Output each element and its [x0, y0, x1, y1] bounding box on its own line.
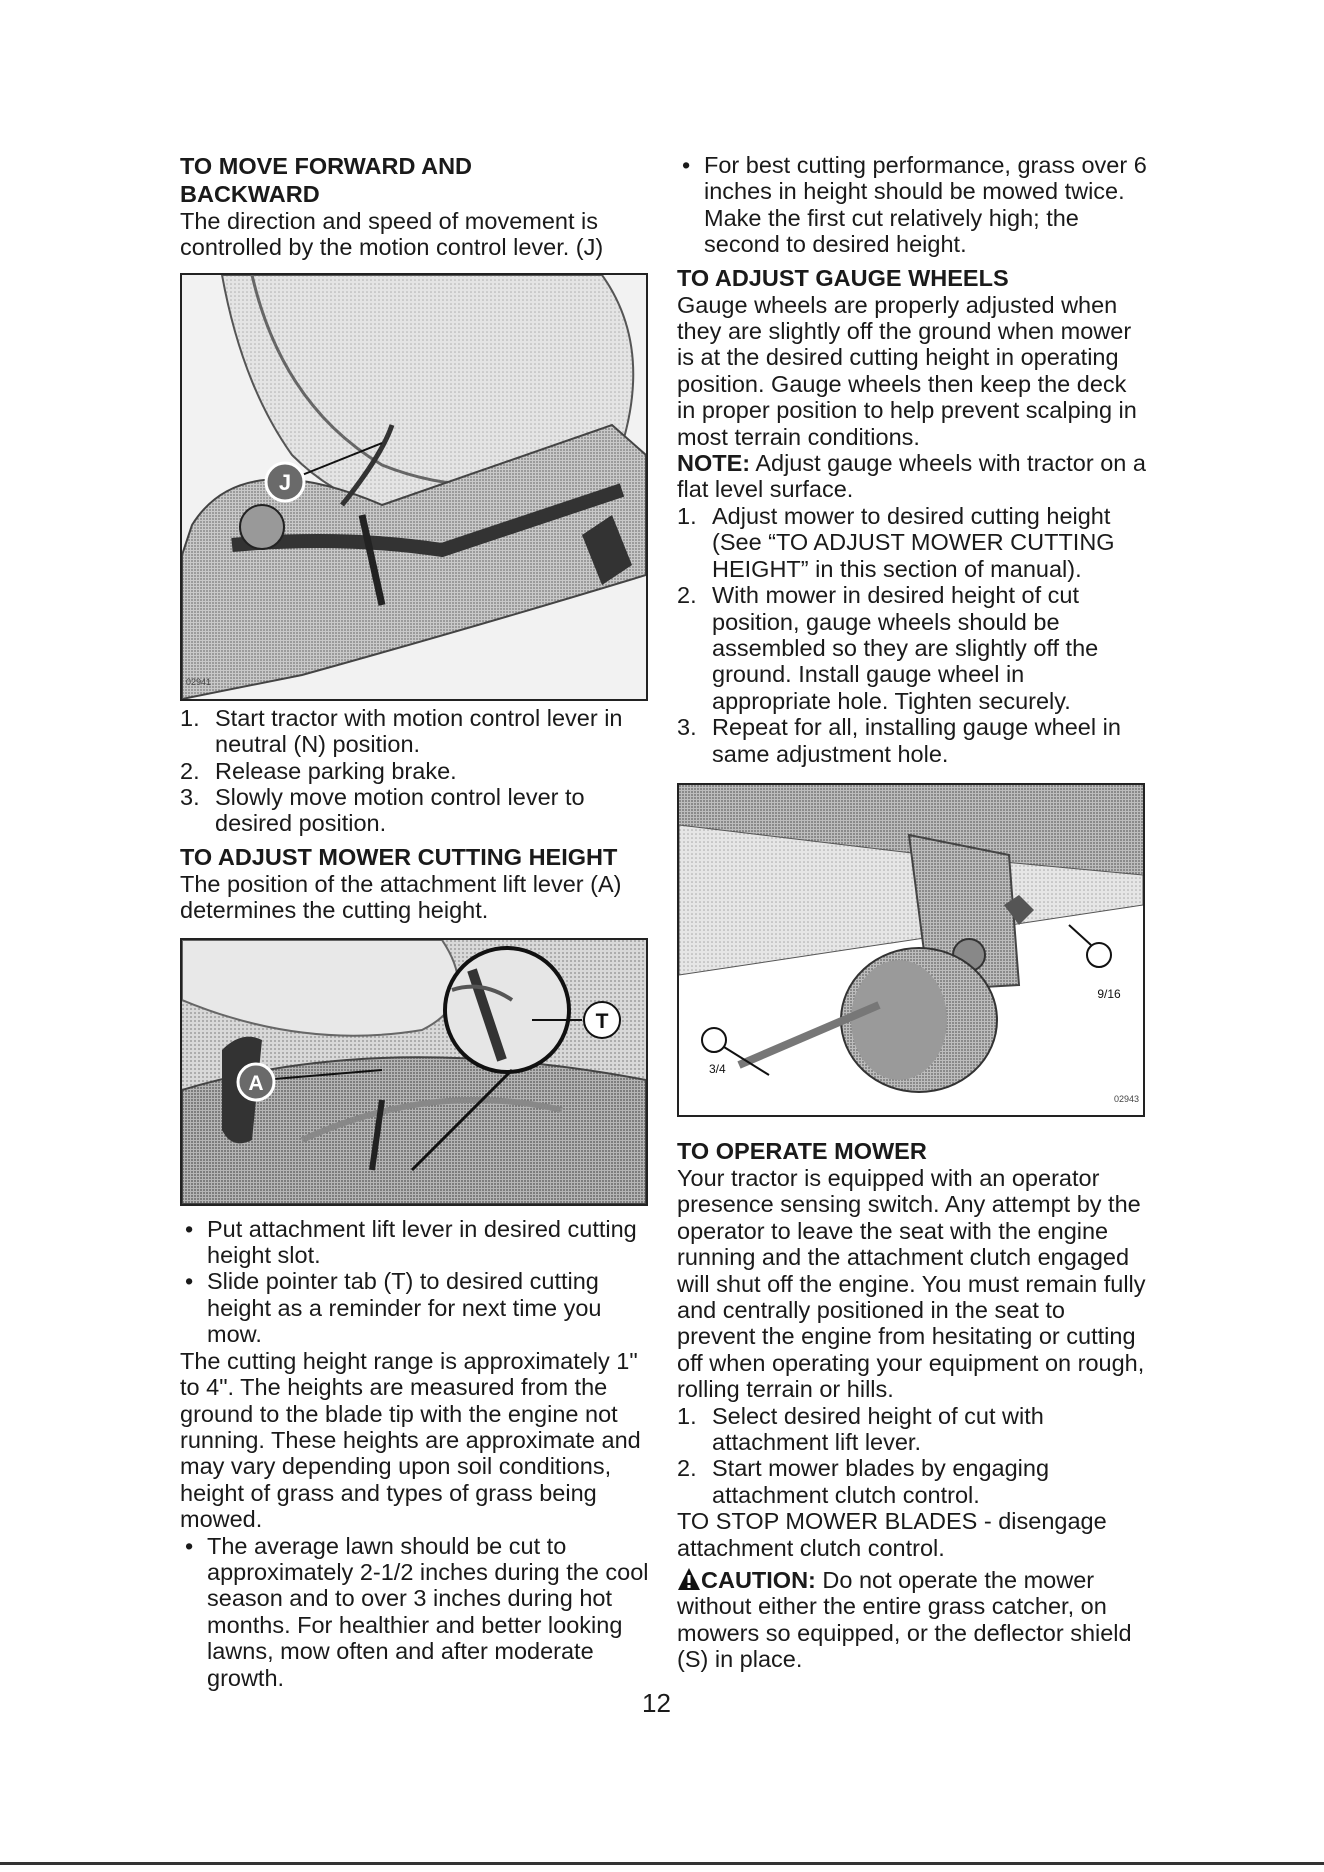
list-item: • For best cutting performance, grass over 6 inches in height should be mowed twice. Make the first cut relatively high; the second to desired height.: [682, 152, 1147, 258]
move-heading-line1: TO MOVE FORWARD AND: [180, 153, 473, 179]
caution-paragraph: [677, 1567, 1147, 1673]
figure-code-3: 02943: [1113, 1093, 1139, 1104]
operate-mower-intro: Your tractor is equipped with an operator presence sensing switch. Any attempt by the operator to leave the seat with the engine running and the attachment clutch engaged will shut off the engine. You must remain fully and centrally positioned in the seat to prevent the engine from hesitating or cutting off when operating your equipment on rough, rolling terrain or hills.: [677, 1164, 1146, 1403]
cutting-height-heading: TO ADJUST MOWER CUTTING HEIGHT: [180, 843, 618, 870]
right-column: [677, 152, 1147, 1673]
list-item: • The average lawn should be cut to approximately 2-1/2 inches during the cool season and to over 3 inches during hot months. For healthier and better looking lawns, mow often and after moderate growth.: [185, 1532, 649, 1691]
note-label: NOTE:: [677, 450, 751, 477]
list-item: • Slide pointer tab (T) to desired cutting height as a reminder for next time you mow.: [185, 1268, 602, 1348]
operate-mower-heading: TO OPERATE MOWER: [677, 1137, 927, 1164]
lift-lever-illustration: [182, 940, 646, 1204]
cutting-height-range: The cutting height range is approximately 1" to 4". The heights are measured from the ground to the blade tip with the engine not running. These heights are approximate and may vary depending upon soil conditions, height of grass and types of grass being mowed.: [180, 1347, 641, 1533]
motion-control-illustration: [182, 275, 646, 699]
list-item: 1. Start tractor with motion control lever in neutral (N) position.: [180, 704, 623, 758]
caution-text: Do not operate the mower without either the entire grass catcher, on mowers so equipped, or the deflector shield (S) in place.: [677, 1567, 1132, 1673]
figure-code-1: 02941: [186, 677, 212, 688]
motion-control-figure: [180, 273, 648, 701]
gauge-wheel-figure: [677, 783, 1145, 1117]
move-steps-list: [180, 705, 650, 837]
caution-label: CAUTION:: [701, 1567, 816, 1594]
callout-j: J: [278, 469, 292, 495]
cutting-height-bullets: [180, 1216, 650, 1348]
tall-grass-bullets: [677, 152, 1147, 258]
list-item: 2. With mower in desired height of cut position, gauge wheels should be assembled so they are slightly off the ground. Install gauge wheel in appropriate hole. Tighten securely.: [677, 582, 1099, 714]
page-number: 12: [642, 1688, 671, 1718]
wrench-size-34: 3/4: [709, 1061, 726, 1076]
gauge-wheels-intro: Gauge wheels are properly adjusted when they are slightly off the ground when mower is at the desired cutting height in operating position. Gauge wheels then keep the deck in proper position to help prevent scalping in most terrain conditions.: [677, 291, 1137, 450]
lawn-bullets: [180, 1533, 650, 1691]
list-item: 3. Repeat for all, installing gauge wheel in same adjustment hole.: [677, 714, 1121, 767]
move-heading-line2: BACKWARD: [180, 181, 320, 207]
list-item: 1. Adjust mower to desired cutting height (See “TO ADJUST MOWER CUTTING HEIGHT” in this section of manual).: [677, 502, 1115, 582]
left-column: [180, 152, 650, 1691]
list-item: • Put attachment lift lever in desired cutting height slot.: [185, 1215, 637, 1269]
gauge-steps-list: [677, 503, 1147, 767]
list-item: 3. Slowly move motion control lever to desired position.: [180, 784, 585, 837]
operate-steps-list: [677, 1403, 1147, 1509]
gauge-wheels-heading: TO ADJUST GAUGE WHEELS: [677, 264, 1009, 291]
callout-a: A: [248, 1071, 264, 1095]
list-item: 1. Select desired height of cut with attachment lift lever.: [677, 1402, 1044, 1455]
list-item: 2. Start mower blades by engaging attachment clutch control.: [677, 1455, 1050, 1508]
stop-blades-text: TO STOP MOWER BLADES - disengage attachment clutch control.: [677, 1508, 1107, 1561]
note-text: Adjust gauge wheels with tractor on a flat level surface.: [677, 450, 1146, 503]
gauge-note: [677, 450, 1147, 503]
callout-t: T: [595, 1009, 609, 1033]
move-intro: The direction and speed of movement is controlled by the motion control lever. (J): [180, 208, 604, 261]
lift-lever-figure: [180, 938, 648, 1206]
gauge-wheel-illustration: [679, 785, 1143, 1115]
cutting-height-intro: The position of the attachment lift lever (A) determines the cutting height.: [180, 870, 622, 924]
warning-triangle-icon: [677, 1567, 701, 1591]
bottom-rule: [0, 1862, 1324, 1865]
list-item: 2. Release parking brake.: [180, 757, 457, 784]
wrench-size-916: 9/16: [1097, 986, 1121, 1001]
